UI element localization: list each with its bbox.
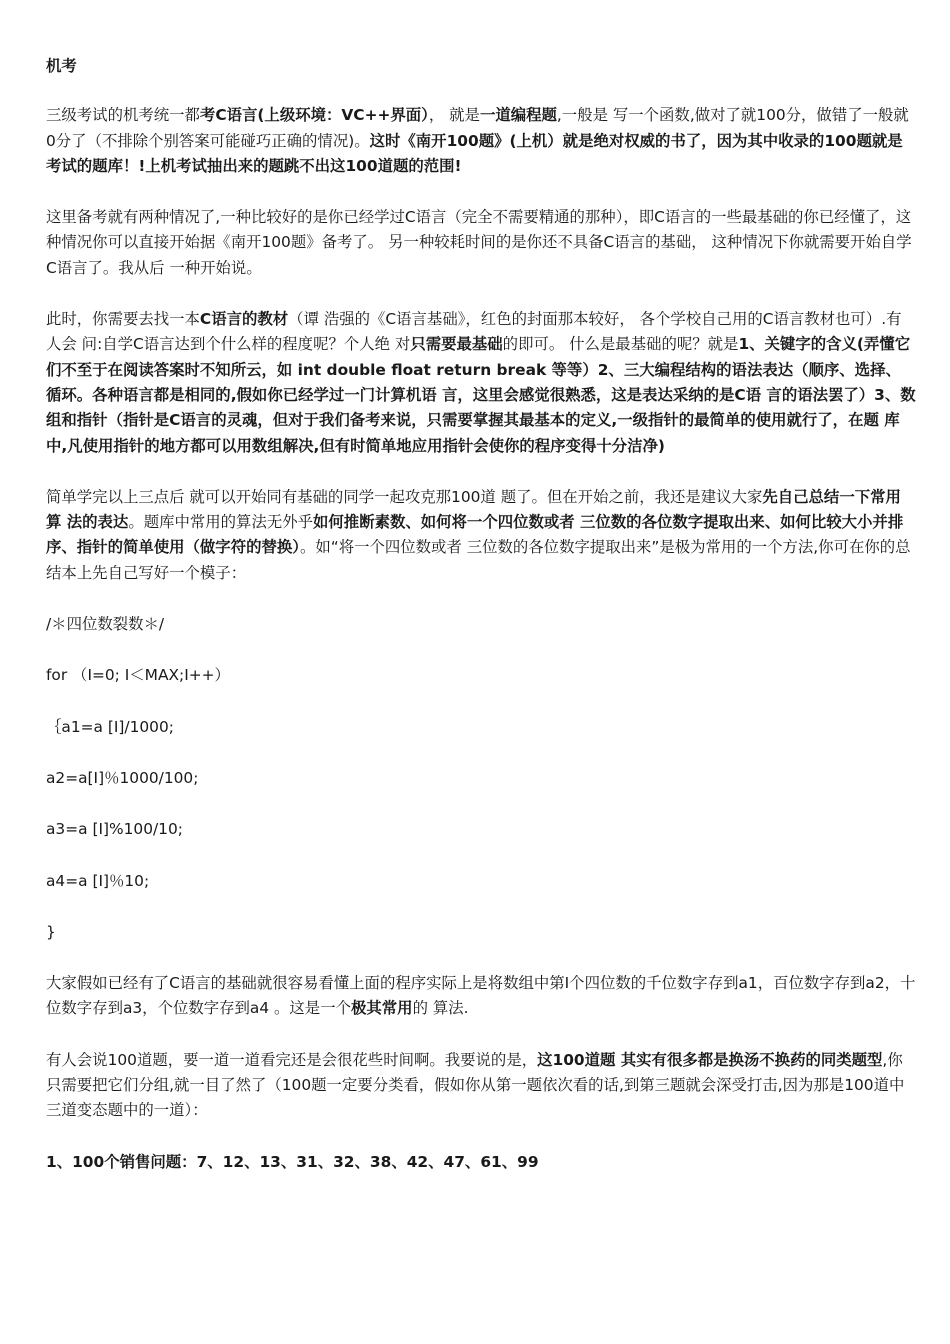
para3-seg: （谭 浩强的《C语言基础》，红色的封面那本较好， 各个学校自己用的C语言教材也可）.有人会 问:自学C语言达到个什么样的程度呢？个人绝 对: [46, 310, 902, 354]
paragraph-algorithms: [46, 485, 916, 586]
list-item-sales: 1、100个销售问题：7、12、13、31、32、38、42、47、61、99: [46, 1152, 539, 1171]
para1-seg: 这时《南开100题》(上机）就是绝对权威的书了，因为其中收录的100题就是 考试的题库！!上机考试抽出来的题跳不出这100道题的范围!: [46, 131, 903, 175]
para4-seg: 如何推断素数、如何将一个四位数或者 三位数的各位数字提取出来、如何比较大小并排序、指针的简单使用（做字符的替换）: [46, 513, 904, 557]
code-line: for （I=0; I＜MAX;I++）: [46, 666, 230, 685]
para5-seg: 极其常用: [350, 999, 413, 1018]
para4-seg: 先自己总结一下常用算 法的表达: [46, 487, 901, 532]
code-line: a3=a [I]%100/10;: [46, 820, 183, 839]
code-line: /＊四位数裂数＊/: [46, 615, 165, 634]
code-line: ｛a1=a [I]/1000;: [46, 717, 174, 736]
para4-seg: 。题库中常用的算法无外乎: [128, 513, 314, 532]
para1-seg: ， 就是: [428, 106, 480, 125]
code-line: a2=a[I]％1000/100;: [46, 768, 199, 787]
paragraph-preparation: 这里备考就有两种情况了,一种比较好的是你已经学过C语言（完全不需要精通的那种），即C语言的一些最基础的你已经懂了，这种情况你可以直接开始据《南开100题》备考了。 另一种较耗时间的是你还不具备C语言的基础， 这种情况下你就需要开始自学C语言了。我从后 一种开始说。: [46, 208, 912, 277]
para1-seg: 三级考试的机考统一都: [46, 106, 200, 125]
para3-seg: 此时，你需要去找一本: [46, 310, 200, 329]
para3-seg: C语言的教材: [199, 310, 289, 329]
para3-seg: 只需要最基础: [410, 335, 503, 354]
paragraph-intro: [46, 103, 916, 179]
para5-seg: 的 算法.: [412, 999, 469, 1018]
para3-seg: 的即可。 什么是最基础的呢？就是: [502, 335, 739, 354]
paragraph-grouping: [46, 1048, 916, 1124]
para3-seg: 1、关键字的含义(弄懂它们不至于在阅读答案时不知所云，如 int double float return break 等等）2、三大编程结构的语法表达（顺序、选择、循环。各种语言都是相同的,假如你已经学过一门计算机语 言，这里会感觉很熟悉，这是表达采纳的是C语 言的语法罢了）3、数组和指针（指针是C语言的灵魂，但对于我们备考来说，只需要掌握其最基本的定义,一级指针的最简单的使用就行了，在题 库中,凡使用指针的地方都可以用数组解决,但有时简单地应用指针会使你的程序变得十分洁净): [46, 335, 916, 455]
paragraph-explanation: [46, 971, 916, 1022]
para6-seg: ,你只需要把它们分组,就一目了然了（100题一定要分类看，假如你从第一题依次看的话,到第三题就会深受打击,因为那是100道中三道变态题中的一道）：: [46, 1050, 905, 1120]
para5-seg: 大家假如已经有了C语言的基础就很容易看懂上面的程序实际上是将数组中第I个四位数的千位数字存到a1，百位数字存到a2，十位数字存到a3，个位数字存到a4 。这是一个: [46, 974, 916, 1018]
document-page: [46, 54, 916, 1175]
para6-seg: 这100道题 其实有很多都是换汤不换药的同类题型: [537, 1050, 883, 1069]
para4-seg: 。如“将一个四位数或者 三位数的各位数字提取出来”是极为常用的一个方法,你可在你的总结本上先自己写好一个模子：: [46, 538, 911, 582]
doc-title: 机考: [46, 57, 77, 75]
paragraph-textbook: [46, 307, 916, 459]
para6-seg: 有人会说100道题，要一道一道看完还是会很花些时间啊。我要说的是，: [46, 1050, 538, 1069]
para1-seg: ,一般是 写一个函数,做对了就100分，做错了一般就0分了（不排除个别答案可能碰巧正确的情况)。: [46, 106, 909, 150]
para1-seg: 考C语言(上级环境：VC++界面）: [199, 106, 429, 125]
para1-seg: 一道编程题: [479, 106, 557, 125]
code-line: a4=a [I]％10;: [46, 871, 150, 890]
para4-seg: 简单学完以上三点后 就可以开始同有基础的同学一起攻克那100道 题了。但在开始之前，我还是建议大家: [46, 487, 763, 506]
code-line: }: [46, 922, 56, 941]
